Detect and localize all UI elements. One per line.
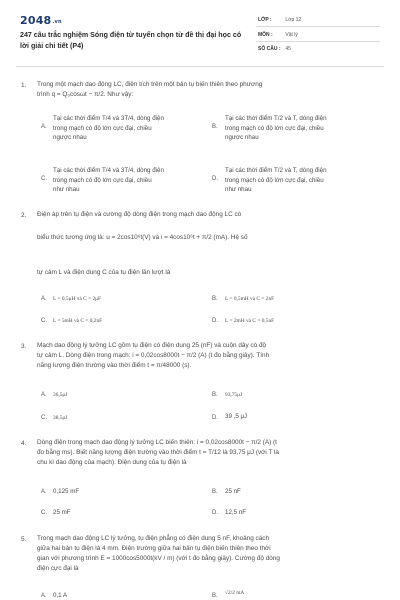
question-5-text: Trong mạch dao động LC lý tưởng, tụ điện phẳng có điện dung 5 nF, khoảng cách bbox=[37, 535, 270, 542]
q2-option-b-letter: B. bbox=[212, 296, 218, 302]
site-logo[interactable] bbox=[20, 14, 62, 27]
q1-option-b-line: Tại các thời điểm T/2 và T, dòng điện bbox=[225, 115, 327, 122]
q1-option-b-line: ngược nhau bbox=[225, 134, 259, 141]
q3-option-a[interactable]: 36,5μJ bbox=[53, 392, 68, 398]
meta-count bbox=[258, 46, 378, 52]
q4-option-a-letter: A. bbox=[41, 489, 47, 495]
meta-subject bbox=[258, 32, 378, 38]
meta-count-key: SỐ CÂU : bbox=[258, 46, 281, 52]
q1-option-c-line: như nhau bbox=[53, 186, 80, 193]
q5-option-a-letter: A. bbox=[41, 593, 47, 599]
q1-option-c[interactable] bbox=[53, 166, 203, 195]
q4-option-b[interactable]: 25 nF bbox=[225, 488, 241, 495]
question-5-text-cont: gian với phương trình E = 1000cos5000t(kV / m) (với t đo bằng giây). Cường độ dòng bbox=[37, 555, 280, 562]
document-title: 247 câu trắc nghiệm Sóng điện từ tuyển chọn từ đề thi đại học có lời giải chi tiết (P4) bbox=[20, 31, 242, 50]
q3-option-a-letter: A. bbox=[41, 392, 47, 398]
q1-option-a-line: trong mạch có độ lớn cực đại, chiều bbox=[53, 124, 152, 132]
q2-option-c[interactable]: L = 5mH và C = 0,2nF bbox=[53, 318, 103, 324]
q1-option-a-line: ngược nhau bbox=[53, 134, 87, 141]
question-4-text-cont: đo bằng ms). Biết năng lượng điện trường vào thời điểm t = T/12 là 93,75 μJ (với T là bbox=[37, 449, 279, 456]
meta-class-key: LỚP : bbox=[258, 17, 272, 23]
q5-option-a[interactable]: 0,1 A bbox=[53, 592, 68, 599]
q3-option-d-letter: D. bbox=[212, 415, 218, 421]
meta-subject-value: Vật lý bbox=[285, 32, 298, 38]
q3-option-b[interactable]: 93,75μJ bbox=[225, 392, 243, 398]
document-header bbox=[0, 0, 400, 60]
question-2-formula: biểu thức tương ứng là: u = 2cos10⁶t(V) và i = 4cos10⁶t + π/2 (mA). Hệ số bbox=[37, 234, 248, 241]
q1-option-b-line: trong mạch có độ lớn cực đại, chiều bbox=[225, 124, 324, 132]
q1-option-c-letter: C. bbox=[41, 176, 47, 182]
q1-option-d-letter: D. bbox=[212, 176, 218, 182]
question-5-text-cont: giữa hai bản tụ điện là 4 mm. Điện trường giữa hai bản tụ điện biến thiên theo thời bbox=[37, 545, 271, 552]
question-1-text: Trong một mạch dao động LC, điện tích trên một bản tụ biến thiên theo phương bbox=[37, 81, 263, 88]
q1-option-b-letter: B. bbox=[212, 124, 218, 130]
question-2-text: Điện áp trên tụ điện và cường độ dòng điện trong mạch dao động LC có bbox=[37, 211, 242, 218]
question-2-number: 2. bbox=[21, 212, 27, 219]
q1-option-b[interactable] bbox=[225, 114, 385, 143]
q1-option-d-line: Tại các thời điểm T/2 và T, dòng điện bbox=[225, 167, 327, 174]
q2-option-b[interactable]: L = 0,5mH và C = 2nF bbox=[225, 296, 275, 302]
question-1-formula: trình q = Q₀cosωt − π/2. Như vậy: bbox=[37, 91, 134, 98]
q1-option-a-line: Tại các thời điểm T/4 và 3T/4, dòng điện bbox=[53, 115, 164, 122]
question-4-text: Dòng điện trong mạch dao động lý tưởng LC biến thiên: i = 0,02cos8000t − π/2 (A) (t bbox=[37, 439, 277, 446]
q1-option-c-line: trong mạch có độ lớn cực đại, chiều bbox=[53, 176, 152, 184]
meta-divider bbox=[256, 41, 380, 42]
q1-option-a-letter: A. bbox=[41, 124, 47, 130]
q2-option-a-letter: A. bbox=[41, 296, 47, 302]
q1-option-d[interactable] bbox=[225, 166, 385, 195]
question-5-text-cont: điện cực đại là bbox=[37, 565, 79, 572]
q3-option-d[interactable]: 39 ,5 μJ bbox=[225, 413, 248, 420]
q5-option-b-letter: B. bbox=[212, 593, 218, 599]
question-2-text-cont: tự cảm L và điện dung C của tụ điện lần lượt là bbox=[37, 269, 171, 276]
question-3-number: 3. bbox=[21, 343, 27, 350]
q4-option-c[interactable]: 25 mF bbox=[53, 509, 71, 516]
header-divider bbox=[16, 66, 384, 67]
logo-suffix: .vn bbox=[52, 19, 62, 25]
q2-option-d-letter: D. bbox=[212, 318, 218, 324]
q4-option-c-letter: C. bbox=[41, 510, 47, 516]
q4-option-b-letter: B. bbox=[212, 489, 218, 495]
logo-main: 2048 bbox=[20, 14, 52, 27]
meta-divider bbox=[256, 26, 380, 27]
meta-class bbox=[258, 17, 378, 23]
meta-class-value: Lớp 12 bbox=[285, 17, 302, 23]
q2-option-a[interactable]: L = 0,5μH và C = 2μF bbox=[53, 296, 102, 302]
meta-subject-key: MÔN : bbox=[258, 32, 273, 38]
q1-option-c-line: Tại các thời điểm T/4 và 3T/4, dòng điện bbox=[53, 167, 164, 174]
q3-option-b-letter: B. bbox=[212, 392, 218, 398]
q4-option-d-letter: D. bbox=[212, 510, 218, 516]
meta-count-value: 45 bbox=[285, 46, 291, 52]
question-4-text-cont: chu kì dao động của mạch). Điện dung của tụ điện là bbox=[37, 459, 187, 466]
question-3-text-cont: tự cảm L. Dòng điện trong mạch: i = 0,02cos8000t − π/2 (A) (t đo bằng giây). Tính bbox=[37, 352, 270, 359]
q5-option-b[interactable]: √2/2 mA bbox=[225, 590, 245, 596]
question-3-text: Mạch dao động lý tưởng LC gồm tụ điện có điện dung 25 (nF) và cuộn dây có độ bbox=[37, 342, 267, 349]
question-5-number: 5. bbox=[21, 536, 27, 543]
q4-option-a[interactable]: 0,125 mF bbox=[53, 488, 80, 495]
question-3-text-cont: năng lượng điện trường vào thời điểm t = π/48000 (s). bbox=[37, 362, 192, 369]
q1-option-d-line: như nhau bbox=[225, 186, 252, 193]
q3-option-c[interactable]: 38,5μJ bbox=[53, 415, 68, 421]
question-4-number: 4. bbox=[21, 440, 27, 447]
q1-option-d-line: trong mạch có độ lớn cực đại, chiều bbox=[225, 176, 324, 184]
q2-option-c-letter: C. bbox=[41, 318, 47, 324]
q4-option-d[interactable]: 12,5 nF bbox=[225, 509, 246, 516]
q2-option-d[interactable]: L = 2mH và C = 0,5nF bbox=[225, 318, 275, 324]
q3-option-c-letter: C. bbox=[41, 415, 47, 421]
question-1-number: 1. bbox=[21, 82, 27, 89]
q1-option-a[interactable] bbox=[53, 114, 203, 143]
